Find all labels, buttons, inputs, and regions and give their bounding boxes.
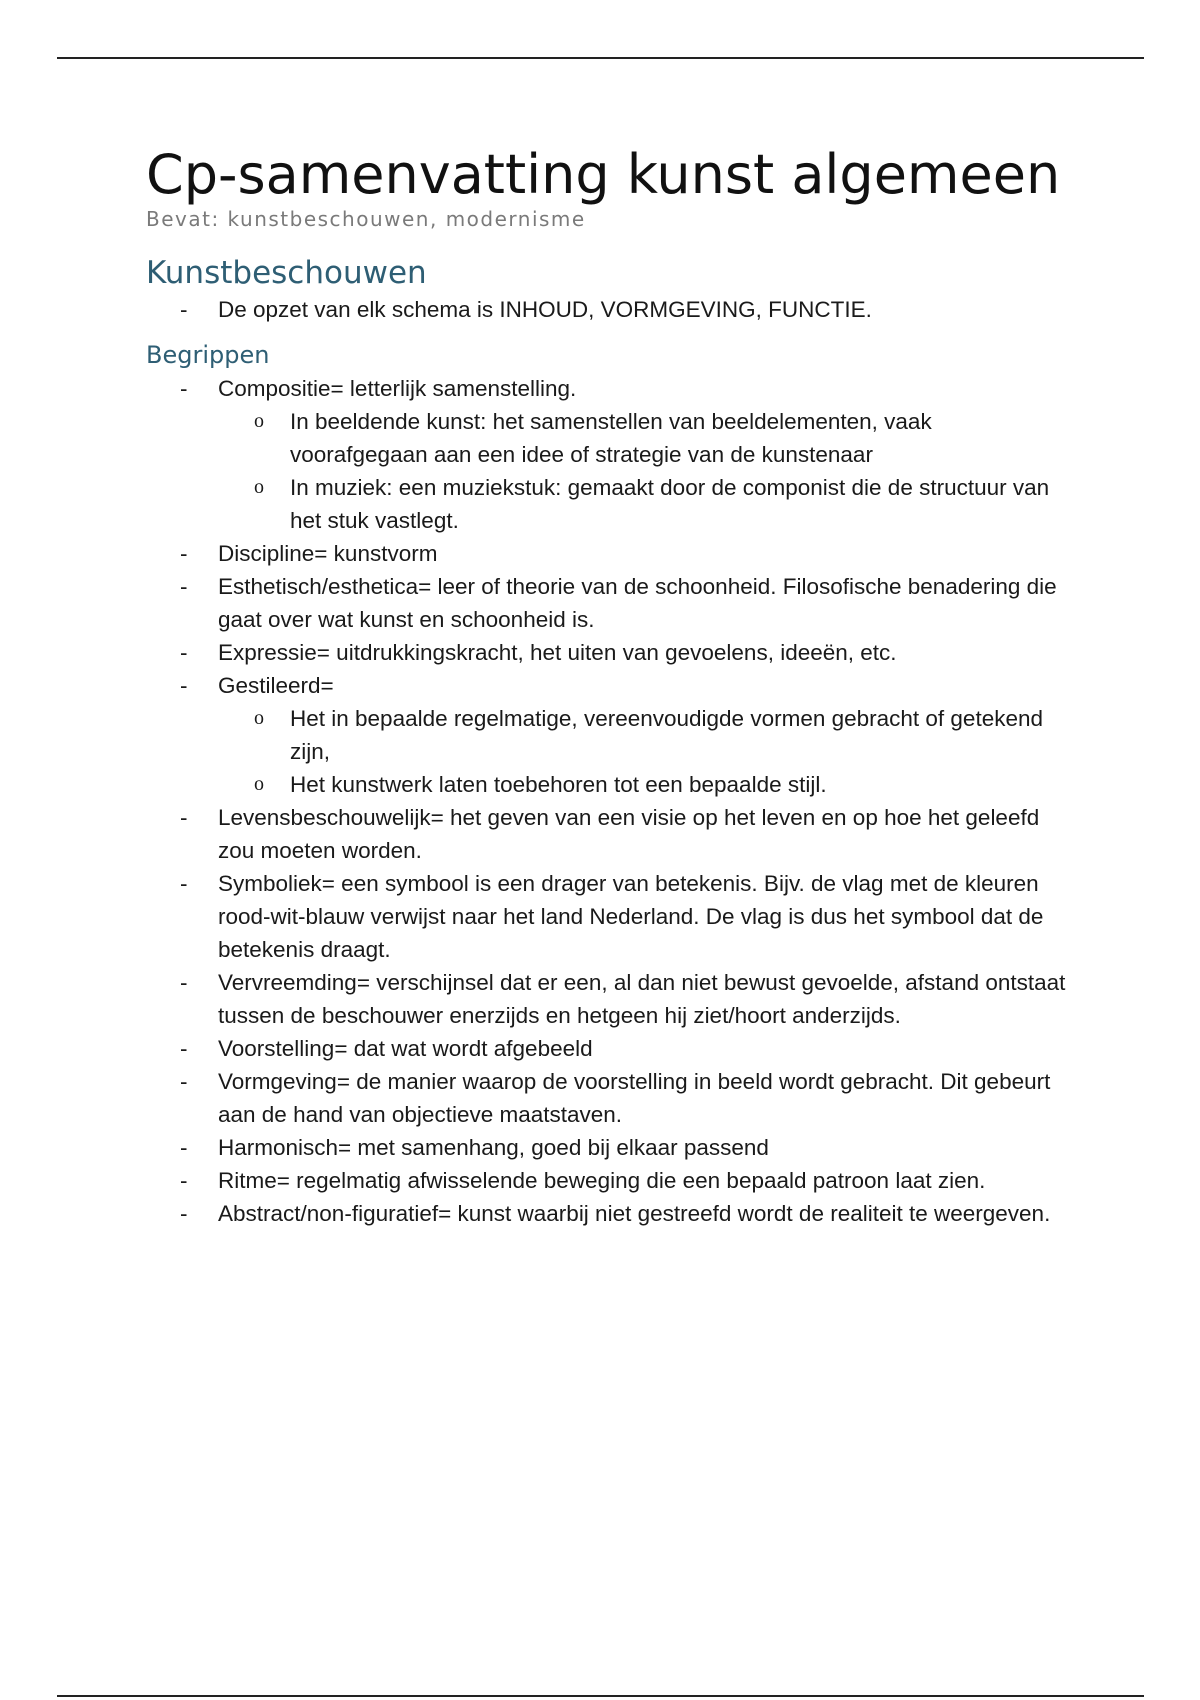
list-item-text: Discipline= kunstvorm [218, 541, 438, 566]
list-item-text: Abstract/non-figuratief= kunst waarbij niet gestreefd wordt de realiteit te weergeven. [218, 1201, 1051, 1226]
list-item-text: Voorstelling= dat wat wordt afgebeeld [218, 1036, 593, 1061]
list-item [146, 966, 1066, 1032]
sub-list-item [218, 702, 1066, 768]
circle-bullet: o [254, 773, 264, 795]
dash-bullet: - [180, 541, 188, 566]
dash-bullet: - [180, 1069, 188, 1094]
dash-bullet: - [180, 805, 188, 830]
dash-bullet: - [180, 376, 188, 401]
list-item [146, 1164, 1066, 1197]
list-item [146, 636, 1066, 669]
sub-list-item [218, 471, 1066, 537]
sub-list-item [218, 405, 1066, 471]
list-item [146, 570, 1066, 636]
list-item-text: Expressie= uitdrukkingskracht, het uiten van gevoelens, ideeën, etc. [218, 640, 897, 665]
list-item [146, 1197, 1066, 1230]
sub-list-item-text: In muziek: een muziekstuk: gemaakt door de componist die de structuur van het stuk vastlegt. [290, 475, 1050, 533]
list-item [146, 1131, 1066, 1164]
list-item [146, 669, 1066, 801]
sub-list [218, 702, 1066, 801]
list-item-text: Vormgeving= de manier waarop de voorstelling in beeld wordt gebracht. Dit gebeurt aan de hand van objectieve maatstaven. [218, 1069, 1051, 1127]
document-body [146, 142, 1066, 1230]
list-item [146, 801, 1066, 867]
list-item-text: Esthetisch/esthetica= leer of theorie van de schoonheid. Filosofische benadering die gaat over wat kunst en schoonheid is. [218, 574, 1057, 632]
list-item-text: Ritme= regelmatig afwisselende beweging die een bepaald patroon laat zien. [218, 1168, 986, 1193]
sub-list-item-text: Het in bepaalde regelmatige, vereenvoudigde vormen gebracht of getekend zijn, [290, 706, 1044, 764]
section-heading-kunstbeschouwen: Kunstbeschouwen [146, 255, 427, 291]
dash-bullet: - [180, 970, 188, 995]
circle-bullet: o [254, 410, 264, 432]
subsection-heading-begrippen: Begrippen [146, 341, 270, 369]
sub-list [218, 405, 1066, 537]
circle-bullet: o [254, 707, 264, 729]
circle-bullet: o [254, 476, 264, 498]
sub-list-item-text: In beeldende kunst: het samenstellen van beeldelementen, vaak voorafgegaan aan een idee of strategie van de kunstenaar [290, 409, 932, 467]
list-item [146, 293, 1066, 326]
dash-bullet: - [180, 1135, 188, 1160]
document-title: Cp-samenvatting kunst algemeen [146, 143, 1061, 206]
document-subtitle: Bevat: kunstbeschouwen, modernisme [146, 207, 586, 231]
section-intro-list [146, 293, 1066, 326]
dash-bullet: - [180, 1036, 188, 1061]
dash-bullet: - [180, 1168, 188, 1193]
dash-bullet: - [180, 673, 188, 698]
dash-bullet: - [180, 1201, 188, 1226]
list-item-text: Levensbeschouwelijk= het geven van een visie op het leven en op hoe het geleefd zou moeten worden. [218, 805, 1040, 863]
list-item-text: Symboliek= een symbool is een drager van betekenis. Bijv. de vlag met de kleuren rood-wit-blauw verwijst naar het land Nederland. De vlag is dus het symbool dat de betekenis draagt. [218, 871, 1044, 962]
list-item-text: Harmonisch= met samenhang, goed bij elkaar passend [218, 1135, 769, 1160]
list-item [146, 867, 1066, 966]
sub-list-item [218, 768, 1066, 801]
dash-bullet: - [180, 640, 188, 665]
list-item-text: Vervreemding= verschijnsel dat er een, al dan niet bewust gevoelde, afstand ontstaat tussen de beschouwer enerzijds en hetgeen hij ziet/hoort anderzijds. [218, 970, 1066, 1028]
list-item [146, 1032, 1066, 1065]
dash-bullet: - [180, 297, 188, 322]
dash-bullet: - [180, 574, 188, 599]
list-item-text: Gestileerd= [218, 673, 334, 698]
bottom-rule [57, 1695, 1144, 1697]
list-item [146, 537, 1066, 570]
sub-list-item-text: Het kunstwerk laten toebehoren tot een bepaalde stijl. [290, 772, 827, 797]
dash-bullet: - [180, 871, 188, 896]
list-item-text: De opzet van elk schema is INHOUD, VORMGEVING, FUNCTIE. [218, 297, 872, 322]
terms-list [146, 372, 1066, 1230]
list-item-text: Compositie= letterlijk samenstelling. [218, 376, 577, 401]
list-item [146, 1065, 1066, 1131]
list-item [146, 372, 1066, 537]
top-rule [57, 57, 1144, 59]
